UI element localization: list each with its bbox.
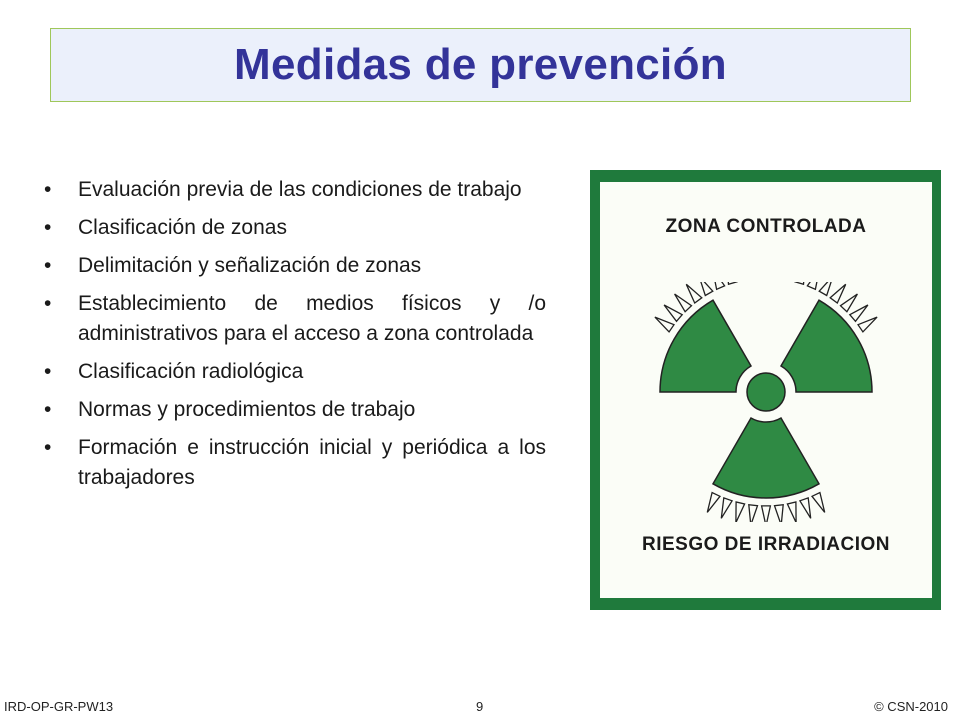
bullet-marker: • bbox=[44, 178, 52, 201]
bullet-marker: • bbox=[44, 216, 52, 239]
ray-spike bbox=[787, 502, 796, 522]
page-number: 9 bbox=[476, 699, 484, 714]
radiation-trefoil-icon bbox=[626, 282, 906, 522]
bullet-item bbox=[44, 395, 546, 425]
ray-spike bbox=[675, 294, 692, 312]
bullet-text: Delimitación y señalización de zonas bbox=[78, 254, 422, 277]
ray-spike bbox=[795, 282, 805, 284]
ray-spike bbox=[850, 305, 868, 321]
ray-spike bbox=[800, 498, 811, 518]
ray-spike bbox=[762, 506, 771, 522]
ray-spike bbox=[749, 505, 758, 522]
bullet-list bbox=[44, 175, 546, 501]
bullet-marker: • bbox=[44, 360, 52, 383]
bullet-text: Normas y procedimientos de trabajo bbox=[78, 398, 416, 421]
bullet-marker: • bbox=[44, 254, 52, 277]
trefoil-center bbox=[747, 373, 785, 411]
sign-panel bbox=[600, 182, 932, 598]
ray-spike bbox=[707, 493, 720, 513]
bullet-text: Evaluación previa de las condiciones de trabajo bbox=[78, 178, 522, 201]
bullet-text: Formación e instrucción inicial y periódica a los trabajadores bbox=[78, 436, 546, 489]
sign-bottom-text: RIESGO DE IRRADIACION bbox=[641, 534, 891, 555]
trefoil-blade-right bbox=[781, 300, 872, 392]
sign-top-text: ZONA CONTROLADA bbox=[665, 216, 867, 237]
trefoil-blade-left bbox=[660, 300, 751, 392]
ray-spike bbox=[736, 502, 745, 522]
ray-spike bbox=[713, 282, 725, 289]
bullet-item bbox=[44, 433, 546, 493]
ray-spike bbox=[699, 282, 713, 296]
ray-spike bbox=[727, 282, 737, 284]
ray-spike bbox=[858, 317, 877, 332]
ray-spike bbox=[664, 305, 682, 321]
ray-spike bbox=[721, 498, 732, 518]
title-box bbox=[50, 28, 911, 102]
bullet-item bbox=[44, 357, 546, 387]
slide-title: Medidas de prevención bbox=[234, 40, 727, 89]
ray-spike bbox=[655, 317, 674, 332]
bullet-item bbox=[44, 175, 546, 205]
ray-spike bbox=[775, 505, 784, 522]
footer-code: IRD-OP-GR-PW13 bbox=[4, 699, 114, 714]
bullet-text: Clasificación radiológica bbox=[78, 360, 304, 383]
bullet-marker: • bbox=[44, 398, 52, 421]
bullet-item bbox=[44, 251, 546, 281]
ray-spike bbox=[841, 294, 858, 312]
ray-spike bbox=[807, 282, 819, 289]
ray-spike bbox=[819, 282, 833, 296]
ray-spike bbox=[686, 284, 702, 303]
trefoil-blade-bottom bbox=[713, 418, 819, 498]
bullet-marker: • bbox=[44, 292, 52, 315]
ray-spike bbox=[812, 493, 825, 513]
ray-spike bbox=[830, 284, 846, 303]
copyright: © CSN-2010 bbox=[874, 699, 948, 714]
bullet-item bbox=[44, 213, 546, 243]
bullet-item bbox=[44, 289, 546, 349]
controlled-zone-sign bbox=[590, 170, 941, 610]
bullet-marker: • bbox=[44, 436, 52, 459]
bullet-text: Clasificación de zonas bbox=[78, 216, 287, 239]
bullet-text: Establecimiento de medios físicos y /o administrativos para el acceso a zona controlada bbox=[78, 292, 546, 345]
